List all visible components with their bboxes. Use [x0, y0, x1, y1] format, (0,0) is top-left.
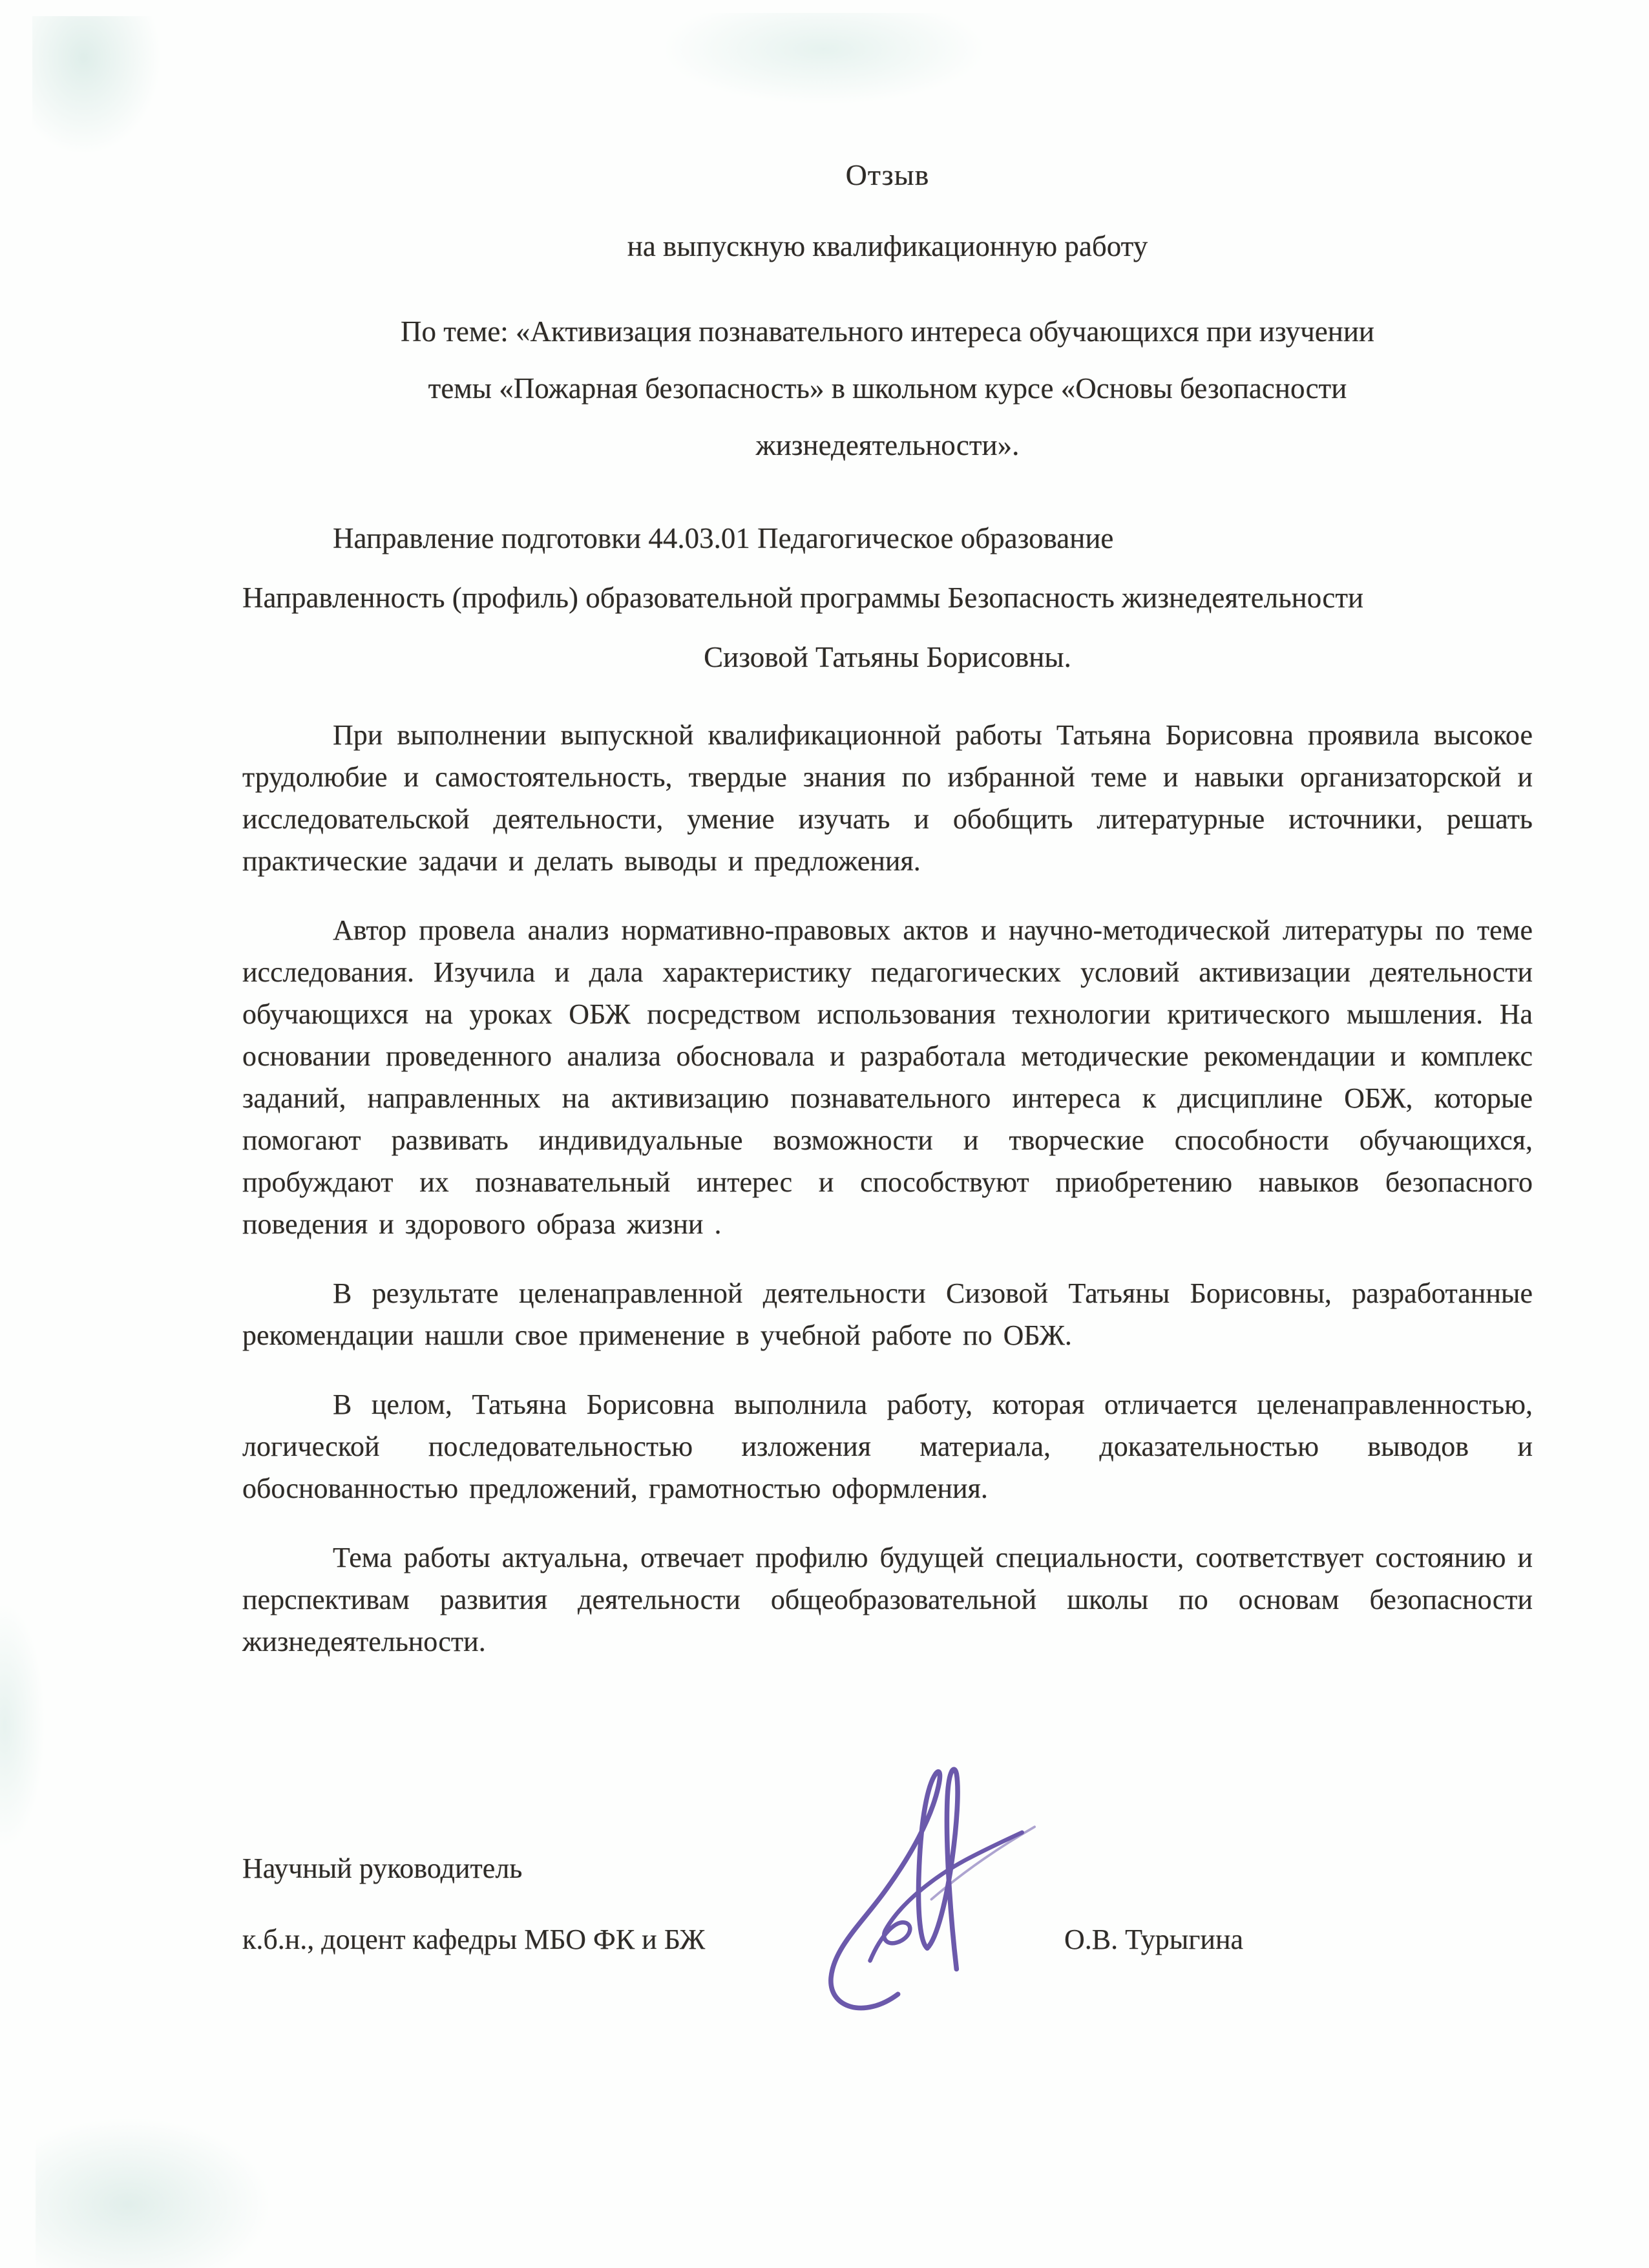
body-paragraph-1: При выполнении выпускной квалификационной работы Татьяна Борисовна проявила высокое трудолюбие и самостоятельность, твердые знания по избранной теме и навыки организаторской и исследовательской деятельности, умение изучать и обобщить литературные источники, решать практические задачи и делать выводы и предложения.: [242, 719, 1533, 877]
document-title: Отзыв: [845, 158, 930, 191]
theme-line: жизнедеятельности».: [755, 429, 1020, 461]
program-direction-line: Направление подготовки 44.03.01 Педагогическое образование: [333, 522, 1114, 554]
body-paragraph-4: В целом, Татьяна Борисовна выполнила работу, которая отличается целенаправленностью, логической последовательностью изложения материала, доказательностью выводов и обоснованностью предложений, грамотностью оформления.: [242, 1389, 1533, 1504]
scan-artifact-left-edge: [0, 1602, 45, 1848]
scan-artifact-bottom-left: [36, 2119, 268, 2268]
document-content: [242, 0, 1533, 2047]
document-subtitle: на выпускную квалификационную работу: [627, 230, 1148, 262]
supervisor-degree-line: к.б.н., доцент кафедры МБО ФК и БЖ: [242, 1924, 706, 1955]
body-paragraph-5: Тема работы актуальна, отвечает профилю будущей специальности, соответствует состоянию и перспективам развития деятельности общеобразовательной школы по основам безопасности жизнедеятельности.: [242, 1542, 1533, 1657]
supervisor-name: О.В. Турыгина: [1064, 1924, 1244, 1955]
student-name-line: Сизовой Татьяны Борисовны.: [704, 641, 1071, 673]
handwritten-signature-ink: [795, 1763, 1060, 2028]
program-block: [242, 509, 1533, 687]
supervisor-role-line: Научный руководитель: [242, 1853, 523, 1884]
theme-line: темы «Пожарная безопасность» в школьном курсе «Основы безопасности: [428, 372, 1347, 404]
signature-block: [242, 1769, 1533, 2047]
program-profile-line: Направленность (профиль) образовательной программы Безопасность жизнедеятельности: [242, 582, 1364, 614]
theme-paragraph: [242, 303, 1533, 474]
body-paragraph-2: Автор провела анализ нормативно-правовых актов и научно-методической литературы по теме исследования. Изучила и дала характеристику педагогических условий активизации деятельности обучающихся на уроках ОБЖ посредством использования технологии критического мышления. На основании проведенного анализа обосновала и разработала методические рекомендации и комплекс заданий, направленных на активизацию познавательного интереса к дисциплине ОБЖ, которые помогают развивать индивидуальные возможности и творческие способности обучающихся, пробуждают их познавательный интерес и способствуют приобретению навыков безопасного поведения и здорового образа жизни .: [242, 914, 1533, 1240]
scan-artifact-top-left: [32, 16, 162, 155]
body-paragraph-3: В результате целенаправленной деятельности Сизовой Татьяны Борисовны, разработанные рекомендации нашли свое применение в учебной работе по ОБЖ.: [242, 1277, 1533, 1351]
theme-line: По теме: «Активизация познавательного интереса обучающихся при изучении: [400, 315, 1375, 348]
